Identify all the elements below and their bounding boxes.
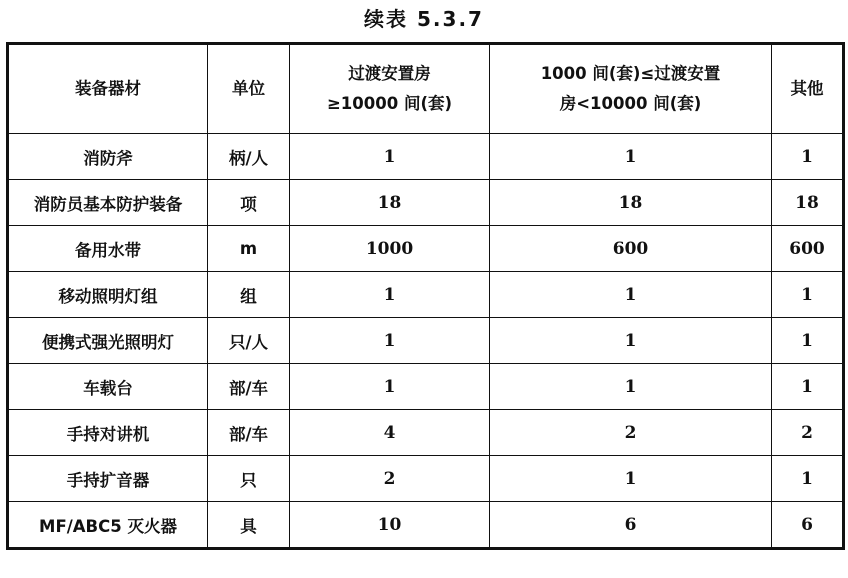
table-row	[8, 364, 844, 410]
cell-mid: 1	[490, 364, 772, 410]
cell-large: 1	[290, 318, 490, 364]
cell-large: 1000	[290, 226, 490, 272]
table-row	[8, 410, 844, 456]
cell-large: 2	[290, 456, 490, 502]
header-mid-scale-line1: 1000 间(套)≤过渡安置	[540, 64, 721, 83]
cell-equipment: 消防斧	[8, 134, 208, 180]
cell-equipment: 手持对讲机	[8, 410, 208, 456]
cell-unit: 部/车	[208, 364, 290, 410]
table-row	[8, 134, 844, 180]
cell-unit: 组	[208, 272, 290, 318]
cell-mid: 1	[490, 134, 772, 180]
cell-mid: 600	[490, 226, 772, 272]
cell-unit: 部/车	[208, 410, 290, 456]
header-unit: 单位	[208, 44, 290, 134]
cell-other: 600	[772, 226, 844, 272]
table-row	[8, 226, 844, 272]
equipment-table	[6, 42, 845, 550]
cell-unit: 柄/人	[208, 134, 290, 180]
table-row	[8, 502, 844, 549]
cell-large: 18	[290, 180, 490, 226]
cell-unit: 只	[208, 456, 290, 502]
cell-large: 1	[290, 272, 490, 318]
cell-equipment: 备用水带	[8, 226, 208, 272]
cell-other: 18	[772, 180, 844, 226]
table-row	[8, 180, 844, 226]
table-row	[8, 456, 844, 502]
cell-other: 2	[772, 410, 844, 456]
cell-large: 1	[290, 364, 490, 410]
cell-other: 1	[772, 134, 844, 180]
cell-mid: 1	[490, 272, 772, 318]
cell-equipment: 车载台	[8, 364, 208, 410]
cell-equipment: MF/ABC5 灭火器	[8, 502, 208, 549]
header-mid-scale	[490, 44, 772, 134]
cell-mid: 1	[490, 456, 772, 502]
table-caption: 续表 5.3.7	[364, 7, 484, 31]
header-large-scale-line1: 过渡安置房	[348, 64, 431, 83]
table-row	[8, 318, 844, 364]
cell-other: 1	[772, 456, 844, 502]
cell-other: 6	[772, 502, 844, 549]
cell-equipment: 便携式强光照明灯	[8, 318, 208, 364]
cell-other: 1	[772, 318, 844, 364]
cell-mid: 18	[490, 180, 772, 226]
header-other: 其他	[772, 44, 844, 134]
cell-other: 1	[772, 364, 844, 410]
cell-large: 1	[290, 134, 490, 180]
cell-equipment: 消防员基本防护装备	[8, 180, 208, 226]
cell-equipment: 手持扩音器	[8, 456, 208, 502]
table-header-row	[8, 44, 844, 134]
table-row	[8, 272, 844, 318]
header-equipment: 装备器材	[8, 44, 208, 134]
cell-unit: 只/人	[208, 318, 290, 364]
cell-unit: m	[208, 226, 290, 272]
cell-unit: 项	[208, 180, 290, 226]
cell-mid: 1	[490, 318, 772, 364]
cell-large: 10	[290, 502, 490, 549]
cell-other: 1	[772, 272, 844, 318]
cell-large: 4	[290, 410, 490, 456]
cell-unit: 具	[208, 502, 290, 549]
header-mid-scale-line2: 房<10000 间(套)	[559, 94, 702, 113]
header-large-scale	[290, 44, 490, 134]
cell-mid: 6	[490, 502, 772, 549]
cell-mid: 2	[490, 410, 772, 456]
header-large-scale-line2: ≥10000 间(套)	[326, 94, 453, 113]
cell-equipment: 移动照明灯组	[8, 272, 208, 318]
